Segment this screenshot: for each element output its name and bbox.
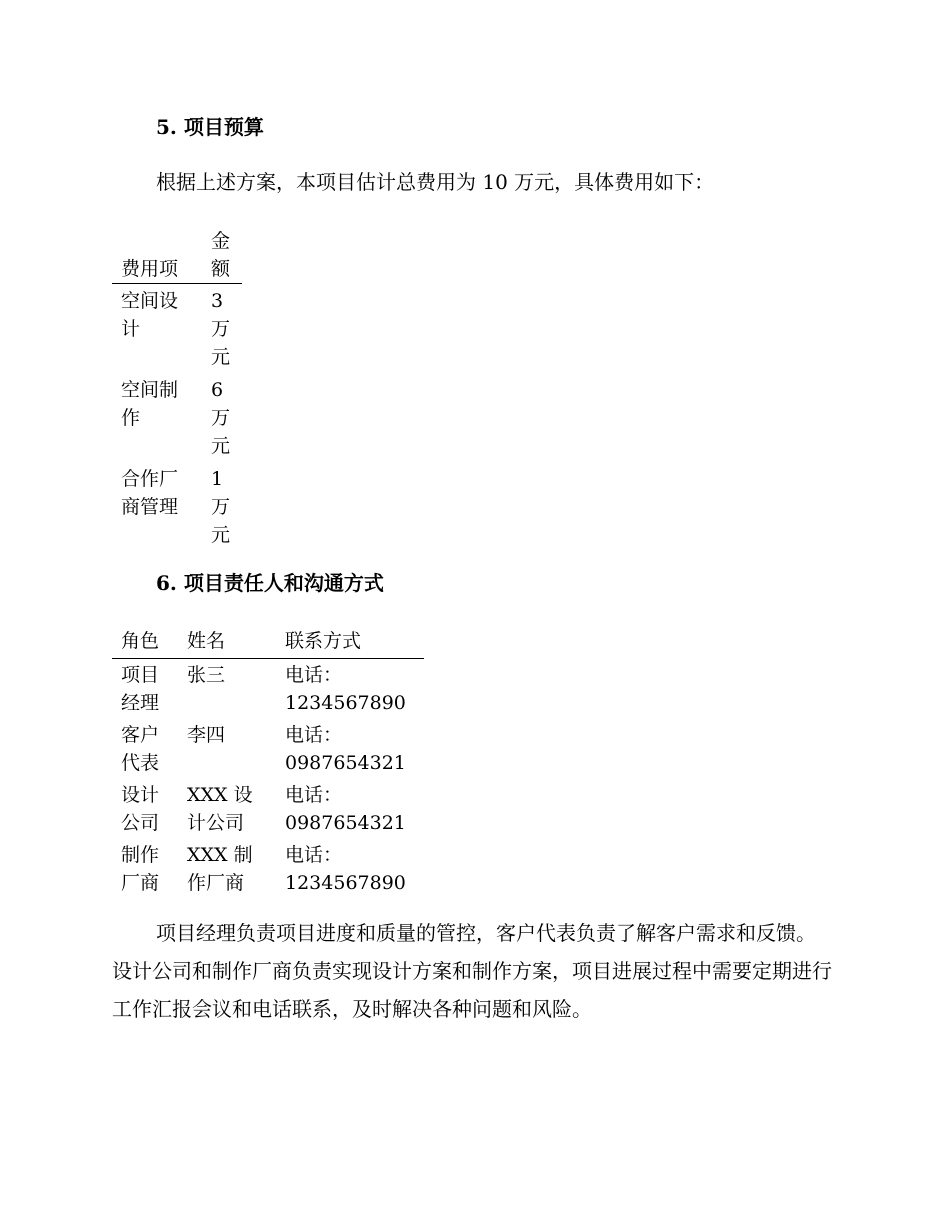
contact-table [112, 626, 424, 899]
budget-item: 空间制作 [121, 379, 179, 429]
budget-amount: 1 万元 [211, 468, 231, 546]
table-row [112, 373, 242, 462]
contact-header-contact: 联系方式 [285, 630, 362, 652]
contact-header-row [112, 626, 424, 659]
budget-header-item: 费用项 [121, 258, 179, 280]
table-row [112, 659, 424, 720]
contact-phone: 电话：1234567890 [285, 664, 406, 714]
budget-amount: 3 万元 [211, 290, 231, 368]
table-row [112, 839, 424, 899]
contact-header-role: 角色 [121, 630, 160, 652]
budget-header-row [112, 225, 242, 284]
table-row [112, 284, 242, 374]
contact-phone: 电话：1234567890 [285, 844, 406, 894]
budget-intro: 根据上述方案，本项目估计总费用为 10 万元，具体费用如下： [156, 170, 715, 194]
budget-amount: 6 万元 [211, 379, 231, 457]
contact-role: 项目经理 [121, 664, 160, 714]
contact-role: 设计公司 [121, 784, 160, 834]
table-row [112, 719, 424, 779]
contact-role: 客户代表 [121, 724, 160, 774]
contact-name: XXX 制作厂商 [187, 844, 253, 894]
section-5-heading: 5. 项目预算 [156, 115, 264, 139]
closing-paragraph: 项目经理负责项目进度和质量的管控，客户代表负责了解客户需求和反馈。设计公司和制作厂商负责实现设计方案和制作方案，项目进展过程中需要定期进行工作汇报会议和电话联系，及时解决各种问题和风险。 [112, 921, 832, 1021]
contact-header-name: 姓名 [187, 630, 226, 652]
table-row [112, 462, 242, 551]
budget-item: 空间设计 [121, 290, 179, 340]
budget-item: 合作厂商管理 [121, 468, 179, 518]
contact-name: 张三 [187, 664, 226, 686]
contact-name: 李四 [187, 724, 226, 746]
budget-table [112, 225, 242, 551]
contact-name: XXX 设计公司 [187, 784, 253, 834]
budget-header-amount: 金额 [211, 230, 231, 280]
contact-phone: 电话：0987654321 [285, 784, 406, 834]
table-row [112, 779, 424, 839]
section-6-heading: 6. 项目责任人和沟通方式 [156, 571, 384, 595]
contact-phone: 电话：0987654321 [285, 724, 406, 774]
contact-role: 制作厂商 [121, 844, 160, 894]
